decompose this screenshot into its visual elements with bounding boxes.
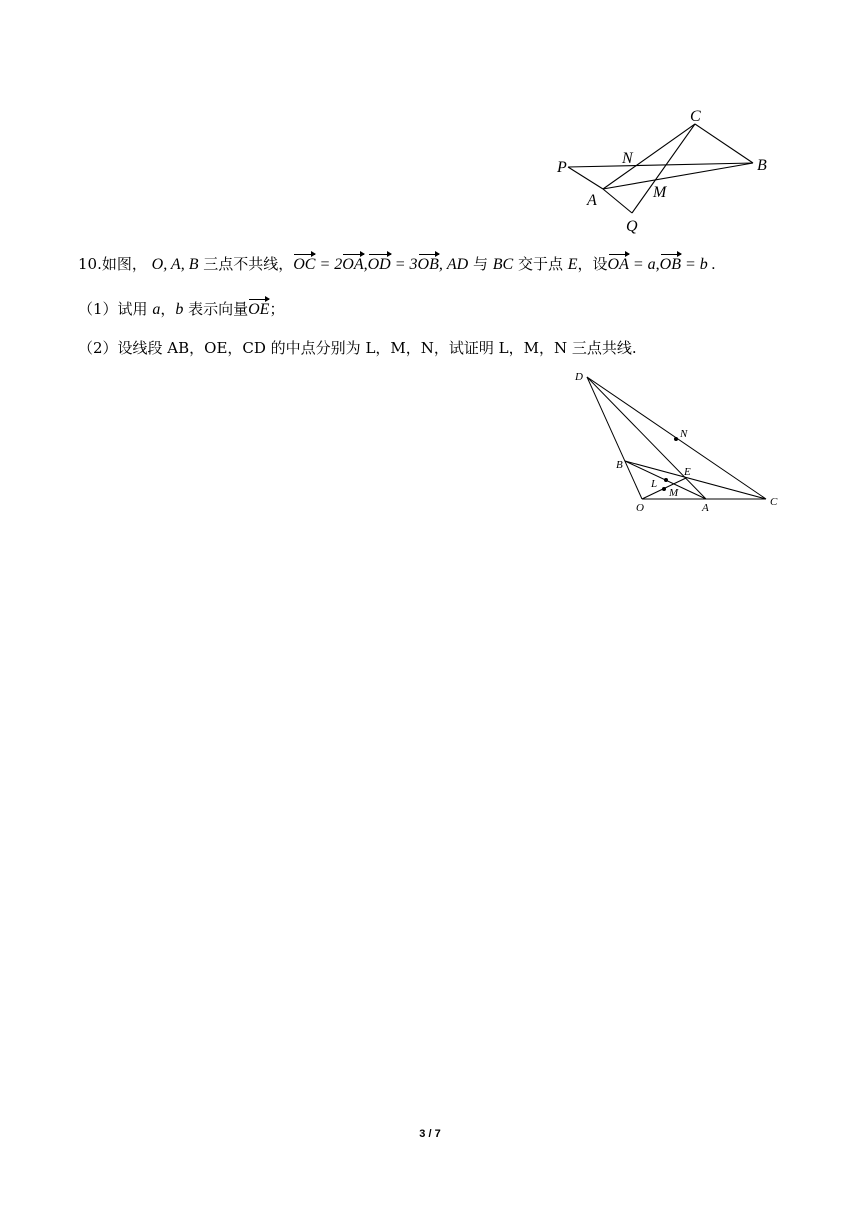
figure-triangle-diagram — [570, 365, 785, 515]
comma-1: , — [363, 256, 368, 273]
vector-ob-2: OB — [660, 253, 681, 275]
label-M: M — [653, 184, 667, 201]
var-b: b — [175, 301, 184, 318]
label-M: M — [669, 487, 679, 499]
segment-BC — [625, 461, 766, 499]
label-O: O — [636, 502, 644, 514]
part1-sep: ， — [160, 300, 176, 318]
question-intro: 如图， — [101, 255, 147, 273]
eq-b: = b — [680, 256, 708, 273]
label-A: A — [702, 502, 709, 514]
question-text-1: 三点不共线， — [198, 255, 294, 273]
question-part-2 — [78, 338, 637, 358]
part1-end: ； — [269, 300, 285, 318]
part1-mid: 表示向量 — [183, 300, 249, 318]
points-oab: O, A, B — [151, 256, 199, 273]
vector-oc: OC — [293, 253, 315, 275]
label-D: D — [575, 371, 583, 383]
segment-AC — [603, 124, 695, 189]
question-text-4: ，设 — [577, 255, 608, 273]
vector-od: OD — [368, 253, 391, 275]
label-N: N — [680, 428, 688, 440]
page-number: 3 / 7 — [419, 1128, 441, 1140]
segment-PA — [568, 167, 603, 189]
vector-oe: OE — [248, 298, 269, 320]
label-B: B — [616, 459, 623, 471]
eq-2: = 3 — [390, 256, 418, 273]
question-10-statement — [78, 253, 716, 275]
label-C: C — [770, 496, 778, 508]
segment-bc: BC — [492, 256, 514, 273]
figure-quadrilateral-diagram — [550, 100, 780, 240]
question-number: 10. — [78, 255, 102, 273]
figure-2-svg — [570, 365, 785, 515]
label-N: N — [622, 150, 633, 167]
question-part-1 — [78, 298, 284, 320]
question-text-2: 与 — [468, 255, 493, 273]
vector-ob: OB — [418, 253, 439, 275]
eq-1: = 2 — [315, 256, 343, 273]
vector-oa-2: OA — [608, 253, 629, 275]
question-text-3: 交于点 — [513, 255, 568, 273]
label-B: B — [757, 157, 767, 174]
label-P: P — [557, 159, 567, 176]
vector-oa: OA — [342, 253, 363, 275]
point-M — [662, 487, 666, 491]
segment-CB — [695, 124, 753, 163]
point-N — [674, 437, 678, 441]
var-a: a — [152, 301, 161, 318]
eq-a: = a, — [628, 256, 660, 273]
period: . — [707, 256, 716, 273]
segment-PB — [568, 163, 753, 167]
part1-prefix: （1）试用 — [78, 300, 153, 318]
point-L — [664, 478, 668, 482]
segment-ad: , AD — [438, 256, 469, 273]
label-Q: Q — [626, 218, 638, 235]
point-e: E — [567, 256, 578, 273]
label-E: E — [684, 466, 691, 478]
figure-1-svg — [550, 100, 780, 240]
part2-text: （2）设线段 AB，OE，CD 的中点分别为 L，M，N，试证明 L，M，N 三点共线. — [78, 339, 637, 357]
label-C: C — [690, 108, 701, 125]
label-L: L — [651, 478, 658, 490]
segment-DA — [587, 377, 706, 499]
segment-AQ — [603, 189, 632, 213]
label-A: A — [587, 192, 597, 209]
